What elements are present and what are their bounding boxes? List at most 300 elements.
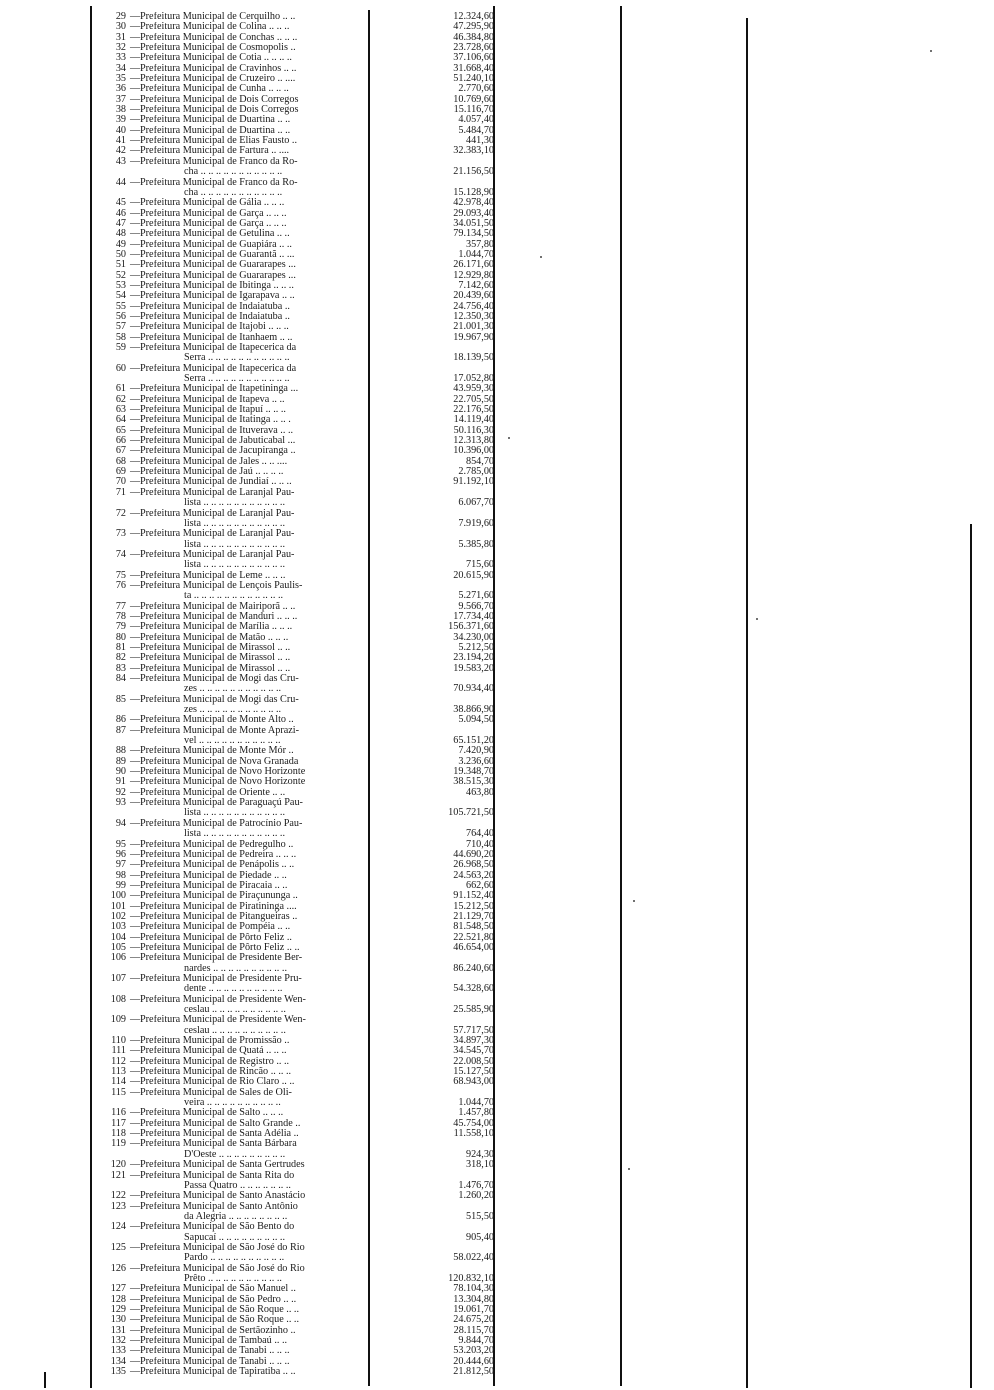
- item-dash: —: [130, 786, 141, 798]
- item-number: 62: [115, 393, 126, 405]
- item-amount: 19.348,70: [453, 766, 494, 778]
- item-number: 59: [115, 342, 126, 353]
- item-dash: —: [130, 507, 141, 519]
- item-amount: 51.240,10: [453, 73, 494, 85]
- item-dash: —: [130, 817, 141, 829]
- item-amount: 21.156,50: [453, 166, 494, 178]
- item-description: Sapucaí .. .. .. .. .. .. .. .. ..: [184, 1232, 286, 1243]
- list-item: [92, 757, 494, 767]
- item-amount: 19.583,20: [453, 662, 494, 674]
- item-description: Prefeitura Municipal de Elias Fausto ..: [140, 136, 298, 147]
- item-number: 99: [115, 879, 126, 891]
- item-amount: 22.521,80: [453, 931, 494, 943]
- list-item: [92, 933, 494, 943]
- item-amount: 26.171,60: [453, 259, 494, 271]
- list-item: [92, 643, 494, 653]
- item-number: 105: [110, 941, 126, 953]
- item-amount: 38.515,30: [453, 776, 494, 788]
- item-dash: —: [130, 300, 141, 312]
- item-description: Prefeitura Municipal de Piedade .. ..: [140, 870, 287, 881]
- item-number: 71: [115, 486, 126, 498]
- item-amount: 86.240,60: [453, 962, 494, 974]
- item-number: 100: [110, 890, 126, 902]
- item-dash: —: [130, 290, 141, 302]
- item-number: 36: [115, 83, 126, 95]
- list-item: [92, 477, 494, 487]
- item-description: Prefeitura Municipal de Colina .. .. ..: [140, 22, 290, 33]
- list-item: [92, 219, 494, 229]
- item-dash: —: [130, 610, 141, 622]
- list-item: [92, 1026, 494, 1036]
- list-item: [92, 467, 494, 477]
- item-number: [92, 167, 130, 177]
- item-amount: 156.371,60: [448, 621, 494, 633]
- item-amount: 7.142,60: [458, 279, 494, 291]
- list-item: [92, 1129, 494, 1139]
- item-description: Prefeitura Municipal de Tanabi .. .. ..: [140, 1356, 290, 1367]
- list-item: [92, 1191, 494, 1201]
- item-amount: 14.119,40: [453, 414, 494, 426]
- item-amount: 710,40: [465, 838, 494, 850]
- item-dash: —: [130, 848, 141, 860]
- item-number: 96: [115, 848, 126, 860]
- item-number: 123: [110, 1200, 126, 1212]
- item-amount: 32.383,10: [453, 145, 494, 157]
- item-description: Passa Quatro .. .. .. .. .. .. ..: [184, 1180, 291, 1191]
- item-amount: 5.271,60: [458, 590, 494, 602]
- item-number: [92, 560, 130, 570]
- item-description: Prefeitura Municipal de Sales de Oli-: [140, 1087, 292, 1098]
- item-number: 30: [115, 21, 126, 33]
- item-dash: —: [130, 155, 141, 167]
- item-dash: —: [130, 766, 141, 778]
- item-dash: —: [130, 621, 141, 633]
- list-item: [92, 1326, 494, 1336]
- column-divider-3: [746, 18, 748, 1388]
- list-item: [92, 922, 494, 932]
- item-description: Prefeitura Municipal de Nova Granada: [140, 756, 299, 767]
- item-dash: —: [130, 104, 141, 116]
- item-description: Prefeitura Municipal de Garça .. .. ..: [140, 208, 287, 219]
- item-dash: —: [130, 797, 141, 809]
- item-amount: 2.770,60: [458, 83, 494, 95]
- print-speck: [930, 50, 932, 52]
- list-item: [92, 1015, 494, 1025]
- list-item: [92, 1243, 494, 1253]
- list-item: [92, 943, 494, 953]
- item-dash: —: [130, 135, 141, 147]
- list-item: [92, 33, 494, 43]
- item-amount: 7.919,60: [458, 517, 494, 529]
- item-amount: [368, 1222, 494, 1232]
- item-amount: 2.785,00: [458, 466, 494, 478]
- list-item: [92, 560, 494, 570]
- item-amount: 19.967,90: [453, 331, 494, 343]
- list-item: [92, 105, 494, 115]
- list-item: [92, 209, 494, 219]
- list-item: [92, 974, 494, 984]
- item-description: Prefeitura Municipal de Cosmopolis ..: [140, 43, 296, 54]
- item-number: 130: [110, 1314, 126, 1326]
- item-dash: —: [130, 1035, 141, 1047]
- list-item: [92, 705, 494, 715]
- item-description: Prefeitura Municipal de Mairiporã .. ..: [140, 601, 296, 612]
- item-number: 92: [115, 786, 126, 798]
- item-dash: —: [130, 662, 141, 674]
- item-dash: —: [130, 931, 141, 943]
- item-number: 61: [115, 383, 126, 395]
- list-item: [92, 374, 494, 384]
- list-item: [92, 684, 494, 694]
- item-dash: —: [130, 755, 141, 767]
- item-number: 39: [115, 114, 126, 126]
- item-amount: 15.212,50: [453, 900, 494, 912]
- item-description: da Alegria .. .. .. .. .. .. .. ..: [184, 1211, 288, 1222]
- item-dash: —: [130, 1076, 141, 1088]
- item-description: Prefeitura Municipal de Gália .. .. ..: [140, 198, 285, 209]
- list-item: [92, 95, 494, 105]
- list-item: [92, 1057, 494, 1067]
- item-amount: 1.457,80: [458, 1107, 494, 1119]
- item-number: 135: [110, 1366, 126, 1378]
- item-number: 116: [111, 1107, 126, 1119]
- item-number: 124: [110, 1221, 126, 1233]
- item-number: 33: [115, 52, 126, 64]
- item-description: Prefeitura Municipal de São Pedro .. ..: [140, 1294, 297, 1305]
- item-dash: —: [130, 42, 141, 54]
- item-description: Prefeitura Municipal de São Roque .. ..: [140, 1315, 300, 1326]
- item-description: Prefeitura Municipal de Penápolis .. ..: [140, 860, 295, 871]
- item-number: 41: [115, 135, 126, 147]
- item-number: 132: [110, 1335, 126, 1346]
- item-description: Pardo .. .. .. .. .. .. .. .. .. ..: [184, 1253, 285, 1264]
- item-number: 94: [115, 817, 126, 829]
- list-item: [92, 653, 494, 663]
- list-item: [92, 1005, 494, 1015]
- list-item: [92, 808, 494, 818]
- list-item: [92, 1202, 494, 1212]
- item-dash: —: [130, 362, 141, 374]
- item-amount: 1.260,20: [458, 1190, 494, 1202]
- list-item: [92, 1367, 494, 1377]
- list-item: [92, 178, 494, 188]
- item-number: 73: [115, 528, 126, 540]
- item-description: Prefeitura Municipal de Cotia .. .. .. ..: [140, 53, 292, 64]
- item-amount: 854,70: [465, 455, 494, 467]
- item-dash: —: [130, 1283, 141, 1295]
- item-description: Prefeitura Municipal de Presidente Wen-: [140, 1015, 306, 1026]
- print-speck: [508, 437, 510, 439]
- item-amount: 22.008,50: [453, 1055, 494, 1067]
- item-description: Prefeitura Municipal de São Bento do: [140, 1222, 295, 1233]
- item-description: cha .. .. .. .. .. .. .. .. .. .. ..: [184, 167, 283, 178]
- item-description: Prefeitura Municipal de Itapecerica da: [140, 343, 297, 353]
- item-amount: 10.769,60: [453, 93, 494, 105]
- item-amount: 18.139,50: [453, 352, 494, 364]
- item-dash: —: [130, 1355, 141, 1367]
- item-description: Prefeitura Municipal de Jabuticabal ...: [140, 436, 296, 447]
- item-amount: 25.585,90: [453, 1004, 494, 1015]
- item-dash: —: [130, 383, 141, 395]
- item-dash: —: [130, 11, 141, 22]
- item-description: Prefeitura Municipal de Santa Gertrudes: [140, 1160, 305, 1171]
- item-description: Prefeitura Municipal de Cerquilho .. ..: [140, 12, 296, 22]
- print-speck: [756, 618, 758, 620]
- item-amount: 12.350,30: [453, 310, 494, 322]
- item-description: Prefeitura Municipal de Quatá .. .. ..: [140, 1046, 287, 1057]
- item-amount: 91.192,10: [453, 476, 494, 488]
- item-amount: 764,40: [465, 828, 494, 840]
- item-description: Prefeitura Municipal de Rincão .. .. ..: [140, 1067, 292, 1078]
- item-number: [92, 829, 130, 839]
- item-number: 120: [110, 1159, 126, 1171]
- item-number: 126: [110, 1262, 126, 1274]
- item-description: Prefeitura Municipal de Tanabi .. .. ..: [140, 1346, 290, 1357]
- item-amount: 20.439,60: [453, 290, 494, 302]
- item-amount: 38.866,90: [453, 704, 494, 716]
- item-dash: —: [130, 631, 141, 643]
- item-dash: —: [130, 1014, 141, 1026]
- item-dash: —: [130, 972, 141, 984]
- item-amount: 81.548,50: [453, 921, 494, 933]
- item-description: Prefeitura Municipal de Itajobi .. .. ..: [140, 322, 289, 333]
- item-number: 85: [115, 693, 126, 705]
- list-item: [92, 1098, 494, 1108]
- item-description: Prefeitura Municipal de Duartina .. ..: [140, 125, 291, 136]
- item-number: 48: [115, 228, 126, 240]
- item-dash: —: [130, 238, 141, 250]
- item-dash: —: [130, 528, 141, 540]
- item-dash: —: [130, 1086, 141, 1098]
- item-amount: 45.754,00: [453, 1117, 494, 1129]
- item-description: Prefeitura Municipal de Leme .. .. ..: [140, 570, 286, 581]
- item-dash: —: [130, 952, 141, 964]
- item-number: 134: [110, 1355, 126, 1367]
- list-item: [92, 126, 494, 136]
- item-dash: —: [130, 641, 141, 653]
- item-description: Prefeitura Municipal de Dois Corregos: [140, 94, 299, 105]
- item-description: Prefeitura Municipal de Pedreira .. .. ..: [140, 849, 297, 860]
- list-item: [92, 964, 494, 974]
- item-description: Prefeitura Municipal de Patrocínio Pau-: [140, 818, 303, 829]
- item-amount: 20.615,90: [453, 569, 494, 581]
- item-amount: 22.176,50: [453, 404, 494, 416]
- item-amount: 53.203,20: [453, 1345, 494, 1357]
- item-dash: —: [130, 455, 141, 467]
- item-description: Prefeitura Municipal de Mirassol .. ..: [140, 642, 291, 653]
- item-dash: —: [130, 197, 141, 209]
- item-dash: —: [130, 217, 141, 229]
- item-dash: —: [130, 1117, 141, 1129]
- item-description: Prefeitura Municipal de Salto Grande ..: [140, 1118, 301, 1129]
- item-description: Prefeitura Municipal de Mogi das Cru-: [140, 674, 299, 684]
- item-number: 81: [115, 641, 126, 653]
- item-dash: —: [130, 941, 141, 953]
- item-description: Prefeitura Municipal de Guapiára .. ..: [140, 239, 292, 250]
- list-item: [92, 188, 494, 198]
- item-number: 113: [111, 1066, 126, 1078]
- item-amount: 318,10: [465, 1159, 494, 1171]
- item-number: 95: [115, 838, 126, 850]
- item-number: 106: [110, 952, 126, 964]
- item-description: Prefeitura Municipal de Presidente Pru-: [140, 973, 302, 984]
- list-item: [92, 136, 494, 146]
- item-amount: 17.734,40: [453, 610, 494, 622]
- item-dash: —: [130, 114, 141, 126]
- list-item: [92, 457, 494, 467]
- item-dash: —: [130, 93, 141, 105]
- item-dash: —: [130, 1303, 141, 1315]
- item-number: 102: [110, 910, 126, 922]
- item-amount: 7.420,90: [458, 745, 494, 757]
- item-description: Prefeitura Municipal de Pôrto Feliz .. ..: [140, 942, 300, 953]
- item-number: 47: [115, 217, 126, 229]
- item-number: 86: [115, 714, 126, 726]
- item-number: 98: [115, 869, 126, 881]
- item-number: 112: [111, 1055, 126, 1067]
- list-item: [92, 1088, 494, 1098]
- item-dash: —: [130, 859, 141, 871]
- item-description: Prefeitura Municipal de Laranjal Pau-: [140, 487, 295, 498]
- item-amount: 24.563,20: [453, 869, 494, 881]
- item-amount: 43.959,30: [453, 383, 494, 395]
- item-amount: 6.067,70: [458, 497, 494, 509]
- list-item: [92, 291, 494, 301]
- item-number: 125: [110, 1241, 126, 1253]
- item-amount: 105.721,50: [448, 807, 494, 819]
- list-item: [92, 333, 494, 343]
- list-item: [92, 777, 494, 787]
- item-description: lista .. .. .. .. .. .. .. .. .. .. ..: [184, 829, 286, 840]
- item-amount: 58.022,40: [453, 1252, 494, 1264]
- item-description: Prefeitura Municipal de Santa Rita do: [140, 1170, 295, 1181]
- item-amount: 22.705,50: [453, 393, 494, 405]
- item-description: Prefeitura Municipal de Tapiratiba .. ..: [140, 1367, 296, 1378]
- item-dash: —: [130, 548, 141, 560]
- list-item: [92, 1036, 494, 1046]
- item-amount: 924,30: [465, 1148, 494, 1160]
- item-dash: —: [130, 1128, 141, 1140]
- item-number: 101: [110, 900, 126, 912]
- item-dash: —: [130, 1138, 141, 1150]
- list-item: [92, 260, 494, 270]
- list-item: [92, 22, 494, 32]
- item-description: ceslau .. .. .. .. .. .. .. .. .. ..: [184, 1025, 286, 1036]
- item-amount: 20.444,60: [453, 1355, 494, 1367]
- item-description: Prefeitura Municipal de Rio Claro .. ..: [140, 1077, 295, 1088]
- item-description: Prefeitura Municipal de Monte Alto ..: [140, 715, 294, 726]
- item-number: 55: [115, 300, 126, 312]
- item-amount: 5.484,70: [458, 124, 494, 136]
- item-number: 111: [111, 1045, 126, 1057]
- list-item: [92, 1150, 494, 1160]
- item-description: Prefeitura Municipal de Tambaú .. ..: [140, 1336, 288, 1346]
- item-description: Prefeitura Municipal de Itapeva .. ..: [140, 394, 285, 405]
- item-description: Prefeitura Municipal de Guararapes ...: [140, 260, 296, 271]
- item-amount: 1.044,70: [458, 1097, 494, 1109]
- print-speck: [628, 1168, 630, 1170]
- item-description: Prefeitura Municipal de Igarapava .. ..: [140, 291, 295, 302]
- item-amount: 37.106,60: [453, 52, 494, 64]
- item-number: 80: [115, 631, 126, 643]
- item-amount: 10.396,00: [453, 445, 494, 457]
- item-description: Prefeitura Municipal de São Manuel ..: [140, 1284, 296, 1295]
- list-item: [92, 281, 494, 291]
- item-amount: 4.057,40: [458, 114, 494, 126]
- item-dash: —: [130, 145, 141, 157]
- list-item: [92, 674, 494, 684]
- item-dash: —: [130, 1221, 141, 1233]
- item-dash: —: [130, 404, 141, 416]
- item-amount: 24.756,40: [453, 300, 494, 312]
- item-dash: —: [130, 321, 141, 333]
- item-number: 63: [115, 404, 126, 416]
- item-description: Prefeitura Municipal de Indaiatuba ..: [140, 311, 290, 322]
- item-description: Prefeitura Municipal de Matão .. .. ..: [140, 632, 289, 643]
- item-description: Prefeitura Municipal de Pitangueiras ..: [140, 911, 298, 922]
- item-number: 70: [115, 476, 126, 488]
- item-dash: —: [130, 879, 141, 891]
- item-number: 83: [115, 662, 126, 674]
- item-dash: —: [130, 445, 141, 457]
- item-number: 56: [115, 310, 126, 322]
- item-dash: —: [130, 724, 141, 736]
- item-description: Prefeitura Municipal de Garça .. .. ..: [140, 218, 287, 229]
- item-number: 90: [115, 766, 126, 778]
- item-description: Prefeitura Municipal de Jundiaí .. .. ..: [140, 477, 292, 488]
- list-item: [92, 726, 494, 736]
- list-item: [92, 529, 494, 539]
- item-amount: 11.558,10: [453, 1128, 494, 1140]
- item-description: Prefeitura Municipal de Laranjal Pau-: [140, 508, 295, 519]
- item-dash: —: [130, 1314, 141, 1326]
- list-item: [92, 167, 494, 177]
- item-description: Prefeitura Municipal de Itapetininga ...: [140, 384, 299, 395]
- item-amount: 54.328,60: [453, 983, 494, 995]
- item-description: lista .. .. .. .. .. .. .. .. .. .. ..: [184, 518, 286, 529]
- item-number: 42: [115, 145, 126, 157]
- item-description: Prefeitura Municipal de Presidente Wen-: [140, 994, 306, 1005]
- list-item: [92, 240, 494, 250]
- item-description: Prefeitura Municipal de Pôrto Feliz ..: [140, 932, 292, 943]
- item-dash: —: [130, 921, 141, 933]
- list-item: [92, 746, 494, 756]
- list-item: [92, 995, 494, 1005]
- item-number: 129: [110, 1303, 126, 1315]
- list-item: [92, 1284, 494, 1294]
- item-number: 93: [115, 797, 126, 809]
- item-dash: —: [130, 900, 141, 912]
- item-number: 67: [115, 445, 126, 457]
- list-item: [92, 509, 494, 519]
- list-item: [92, 1222, 494, 1232]
- item-amount: 17.052,80: [453, 373, 494, 385]
- item-amount: 5.094,50: [458, 714, 494, 726]
- item-number: [92, 498, 130, 508]
- item-number: 104: [110, 931, 126, 943]
- item-description: Prefeitura Municipal de Piracaia .. ..: [140, 880, 288, 891]
- item-description: zes .. .. .. .. .. .. .. .. .. .. ..: [184, 684, 282, 695]
- item-amount: 34.051,50: [453, 217, 494, 229]
- list-item: [92, 446, 494, 456]
- list-item: [92, 364, 494, 374]
- item-number: 119: [111, 1138, 126, 1150]
- item-amount: 50.116,30: [453, 424, 494, 436]
- list-item: [92, 43, 494, 53]
- item-dash: —: [130, 910, 141, 922]
- item-amount: 34.897,30: [453, 1035, 494, 1047]
- item-dash: —: [130, 424, 141, 436]
